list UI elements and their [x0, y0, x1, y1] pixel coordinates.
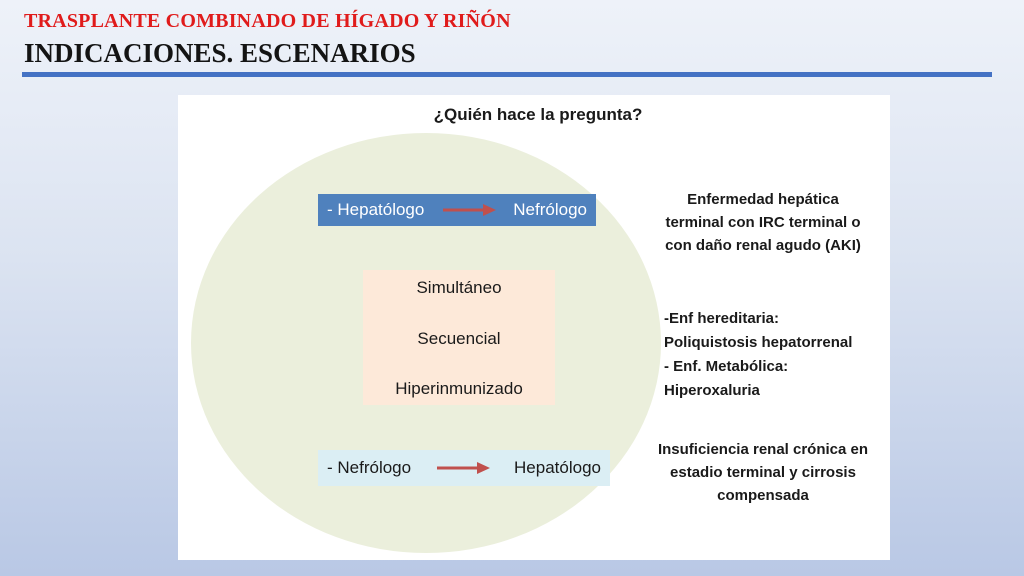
right-arrow-icon [435, 461, 491, 475]
note-end-stage-liver-disease [648, 188, 878, 257]
flow-hepatologist-to-nephrologist [318, 194, 596, 226]
mode-hyperimmunized: Hiperinmunizado [395, 379, 523, 398]
note-line: Enfermedad hepática [687, 191, 839, 208]
note-line: Hiperoxaluria [664, 382, 760, 399]
note-line: -Enf hereditaria: [664, 310, 780, 327]
note-line: Insuficiencia renal crónica en [657, 441, 869, 458]
note-line: Poliquistosis hepatorrenal [664, 334, 853, 351]
note-chronic-renal-failure [648, 438, 878, 507]
transplant-modes-box [363, 270, 555, 405]
flow-bottom-to: Hepatólogo [514, 458, 601, 477]
note-line: con daño renal agudo (AKI) [665, 237, 861, 254]
diagram-question: ¿Quién hace la pregunta? [433, 105, 643, 124]
flow-nephrologist-to-hepatologist [318, 450, 610, 486]
slide-subtitle: TRASPLANTE COMBINADO DE HÍGADO Y RIÑÓN [24, 10, 511, 32]
mode-simultaneous: Simultáneo [416, 278, 502, 297]
note-line: - Enf. Metabólica: [664, 358, 789, 375]
flow-top-from: - Hepatólogo [327, 200, 425, 219]
flow-top-to: Nefrólogo [513, 200, 587, 219]
note-line: terminal con IRC terminal o [665, 214, 861, 231]
flow-bottom-from: - Nefrólogo [327, 458, 412, 477]
note-line: compensada [717, 487, 809, 504]
diagram-panel [178, 95, 890, 560]
slide-title: INDICACIONES. ESCENARIOS [24, 38, 416, 68]
note-line: estadio terminal y cirrosis [670, 464, 856, 481]
title-divider [22, 72, 992, 77]
mode-sequential: Secuencial [417, 328, 501, 348]
note-hereditary-metabolic [664, 307, 884, 403]
right-arrow-icon [441, 203, 497, 217]
